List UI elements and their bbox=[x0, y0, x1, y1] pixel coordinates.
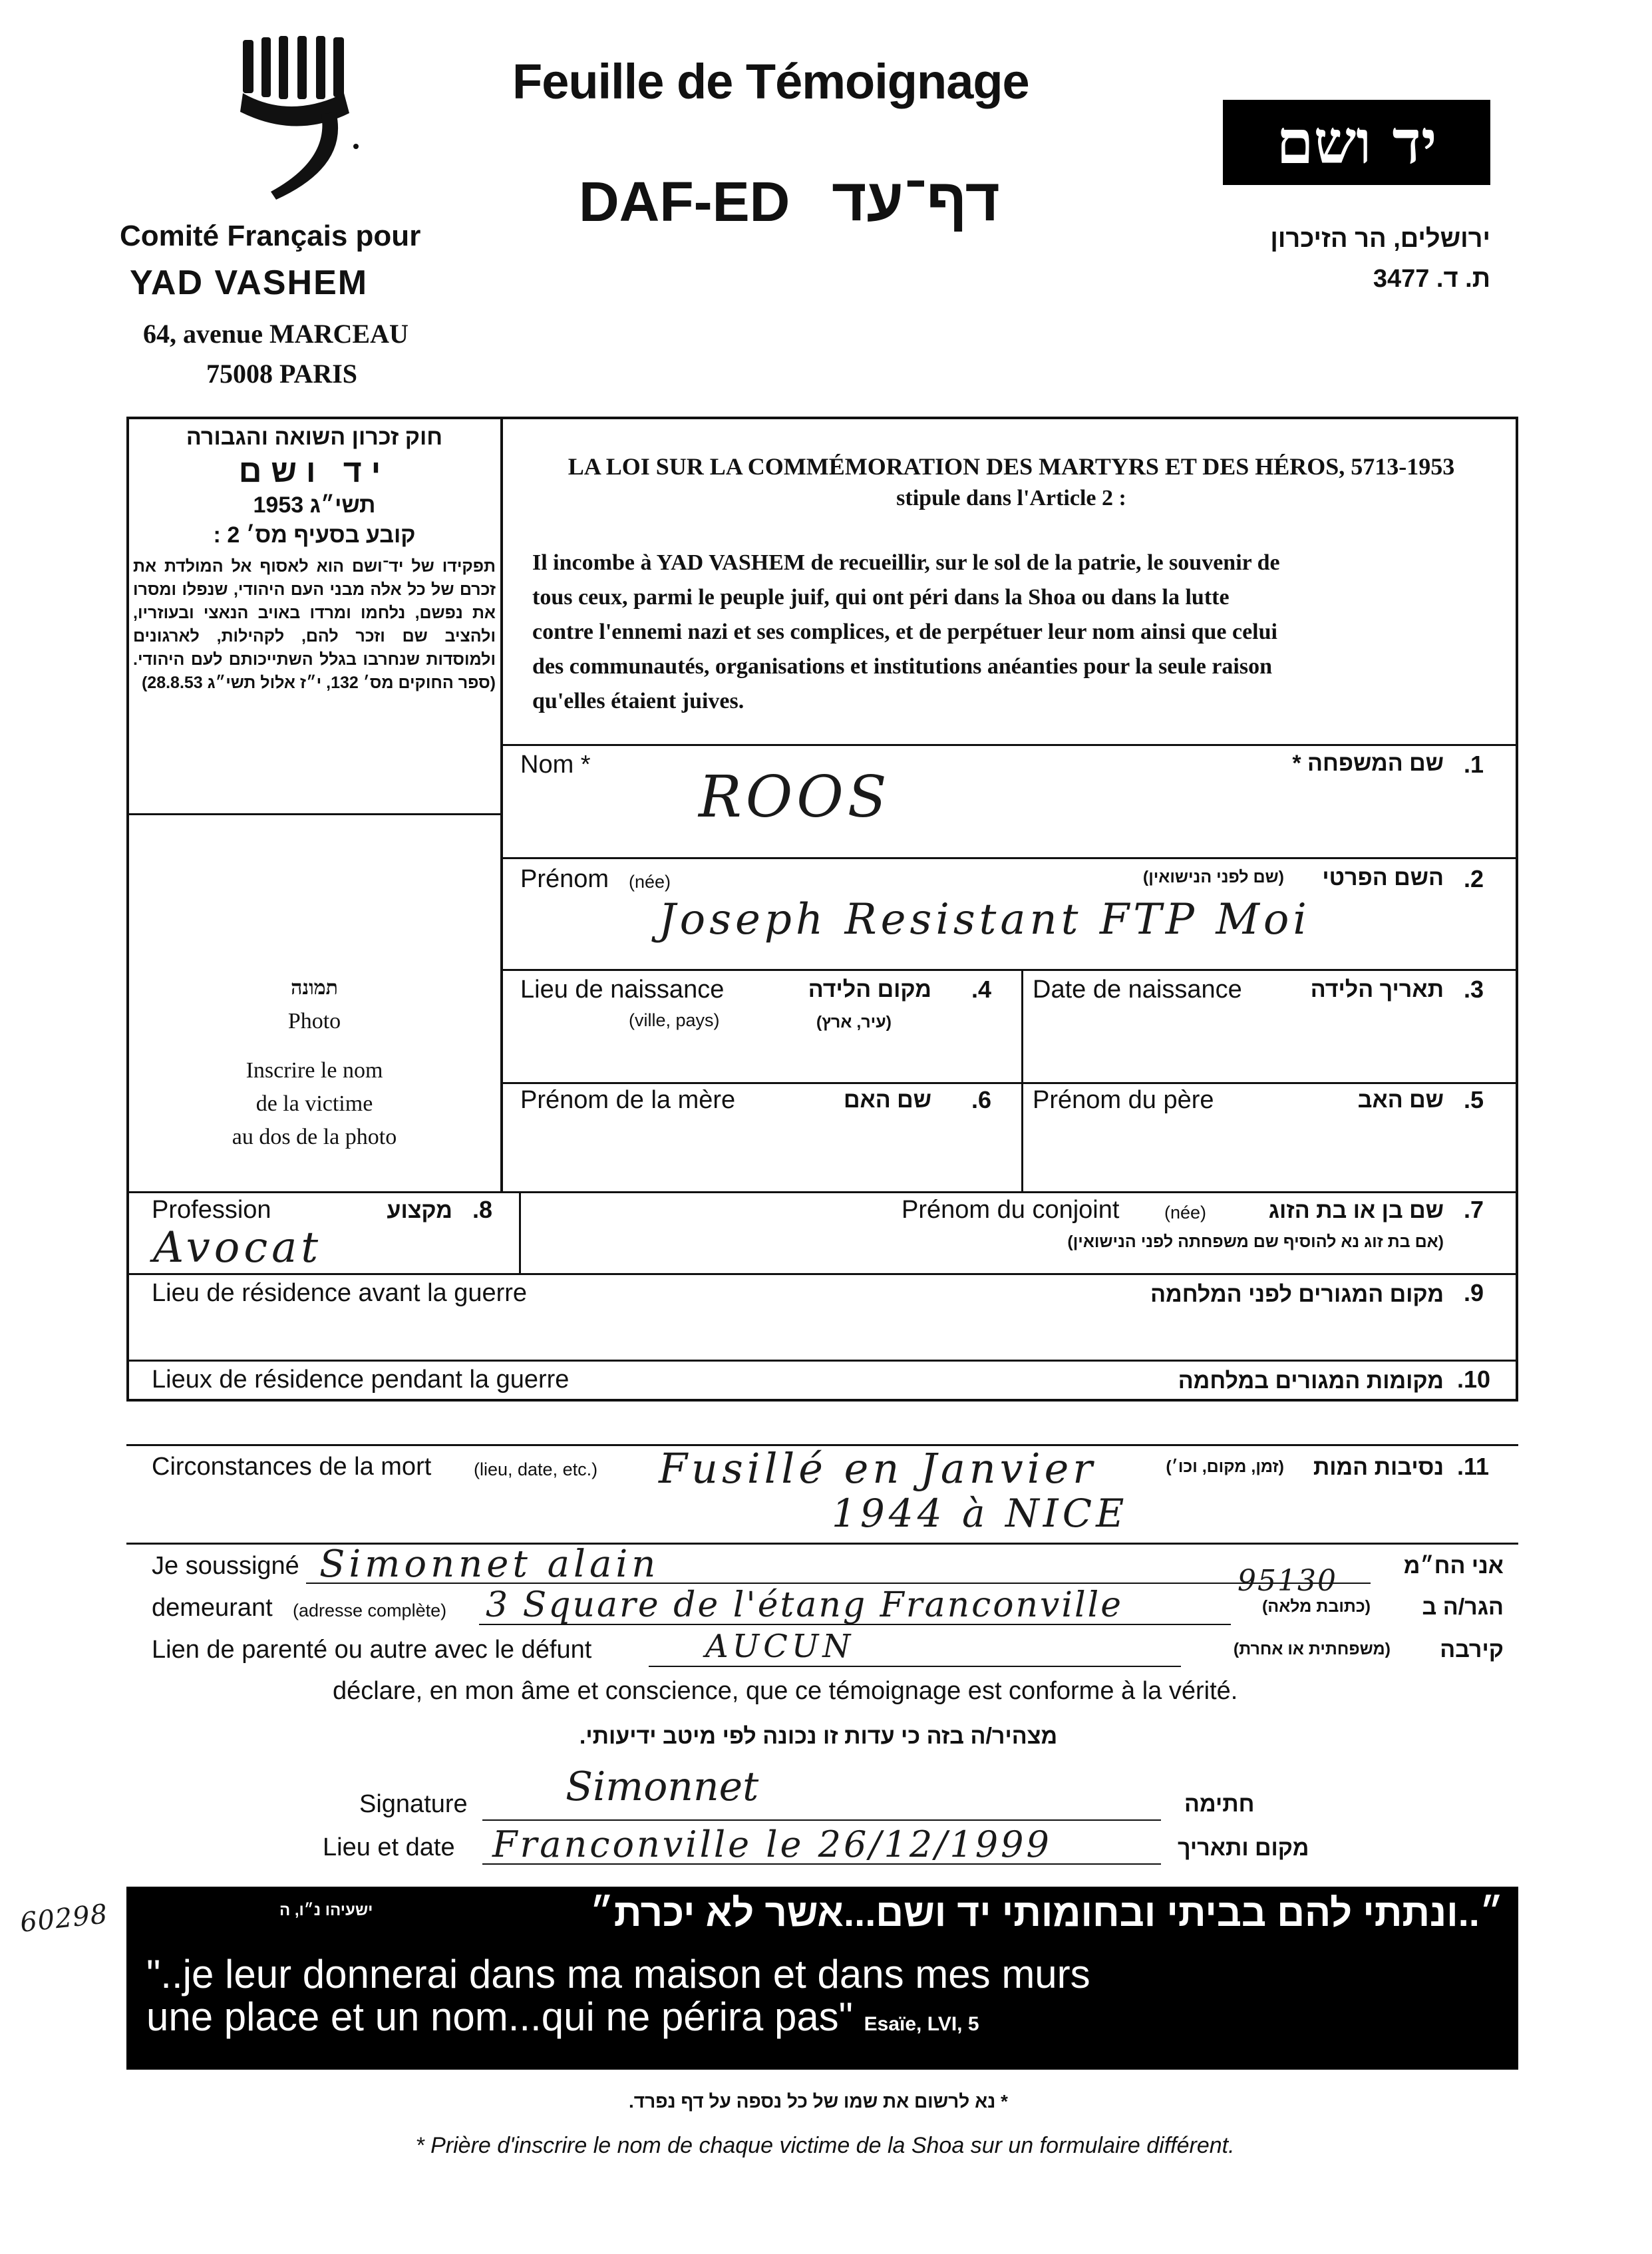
field-11-value-1[interactable]: Fusillé en Janvier bbox=[659, 1444, 1096, 1493]
field-1-num: .1 bbox=[1464, 751, 1484, 778]
lieu-date-heb: מקום ותאריך bbox=[1178, 1835, 1309, 1861]
signature-line bbox=[482, 1819, 1161, 1821]
menorah-logo-icon bbox=[236, 33, 369, 206]
law-fr-line4: des communautés, organisations et institutions anéanties pour la seule raison bbox=[532, 654, 1273, 679]
field-4-num: .4 bbox=[971, 976, 992, 1003]
row-line-3 bbox=[500, 969, 1518, 971]
law-heb-body: תפקידו של יד־ושם הוא לאסוף אל המולדת את זכרם של כל אלה מבני העם היהודי, שנפלו ומסרו את נפשם, נלחמו ומרדו באויב הנאצי ובעוזריו, ולהציב שם וזכר להם, לקהילות, לארגונים ולמוסדות שנחרבו בגלל השתייכותם לעם היהודי. (ספר החוקים מס׳ 132, י״ז אלול תשי״ג 28.8.53) bbox=[133, 557, 496, 692]
address-line2: 75008 PARIS bbox=[206, 359, 358, 389]
field-3-heb: תאריך הלידה bbox=[1310, 977, 1444, 1002]
law-heb-line1: חוק זכרון השואה והגבורה bbox=[186, 425, 443, 450]
po-box: ת. ד. 3477 bbox=[1373, 265, 1490, 293]
lien-value[interactable]: AUCUN bbox=[705, 1628, 855, 1665]
banner-fr-line2: une place et un nom...qui ne périra pas" bbox=[146, 1994, 853, 2039]
law-fr-line3: contre l'ennemi nazi et ses complices, et de perpétuer leur nom ainsi que celui bbox=[532, 620, 1277, 644]
law-heb-line3: תשי״ג 1953 bbox=[253, 492, 376, 518]
banner-fr-line1: "..je leur donnerai dans ma maison et dans mes murs bbox=[146, 1952, 1090, 1996]
lien-label: Lien de parenté ou autre avec le défunt bbox=[152, 1636, 592, 1664]
field-8-num: .8 bbox=[472, 1196, 493, 1223]
law-fr-subtitle: stipule dans l'Article 2 : bbox=[896, 486, 1126, 510]
jerusalem-line: ירושלים, הר הזיכרון bbox=[1270, 225, 1490, 253]
field-11-label: Circonstances de la mort bbox=[152, 1453, 432, 1481]
daf-ed-latin: DAF-ED bbox=[579, 170, 790, 233]
law-fr-body bbox=[532, 546, 1510, 719]
profession-divider bbox=[519, 1191, 521, 1274]
demeurant-heb-small: (כתובת מלאה) bbox=[1261, 1597, 1371, 1616]
lien-heb-small: (משפחתית או אחרת) bbox=[1233, 1640, 1391, 1658]
photo-heb: תמונה bbox=[291, 977, 338, 999]
row-line-2 bbox=[500, 857, 1518, 859]
field-1-label: Nom * bbox=[520, 751, 591, 779]
footer-heb: * נא לרשום את שמו של כל נספה על דף נפרד. bbox=[629, 2091, 1008, 2112]
field-2-heb: השם הפרטי bbox=[1322, 865, 1444, 890]
law-heb-line2: יד ושם bbox=[238, 454, 391, 489]
yv-logo-text: יד ושם bbox=[1276, 107, 1437, 178]
field-11-heb-small: (זמן, מקום, וכו׳) bbox=[1166, 1457, 1284, 1476]
field-8-heb: מקצוע bbox=[387, 1198, 452, 1223]
field-6-label: Prénom de la mère bbox=[520, 1086, 736, 1114]
field-7-small: (née) bbox=[1164, 1203, 1207, 1222]
field-9-num: .9 bbox=[1464, 1279, 1484, 1306]
committee-line2: YAD VASHEM bbox=[130, 264, 369, 302]
field-7-heb-small: (אם בת זוג נא להוסיף שם משפחתה לפני הנישואין) bbox=[1067, 1232, 1444, 1251]
field-9-label: Lieu de résidence avant la guerre bbox=[152, 1279, 528, 1307]
law-heb-line4: קובע בסעיף מס׳ 2 : bbox=[213, 522, 416, 548]
signature-value[interactable]: Simonnet bbox=[566, 1764, 759, 1810]
field-2-heb-small: (שם לפני הנישואין) bbox=[1142, 868, 1284, 886]
field-4-small: (ville, pays) bbox=[629, 1010, 720, 1030]
field-11-value-2[interactable]: 1944 à NICE bbox=[832, 1491, 1128, 1536]
field-2-value[interactable]: Joseph Resistant FTP Moi bbox=[659, 895, 1311, 944]
address-line1: 64, avenue MARCEAU bbox=[143, 319, 409, 349]
committee-line1: Comité Français pour bbox=[120, 220, 421, 252]
row-line-7 bbox=[126, 1360, 1518, 1362]
law-photo-divider bbox=[126, 813, 502, 815]
soussigne-heb: אני הח״מ bbox=[1403, 1553, 1504, 1579]
row-line-5 bbox=[126, 1191, 1518, 1193]
page-title: Feuille de Témoignage bbox=[512, 54, 1029, 109]
quote-banner bbox=[126, 1887, 1518, 2070]
field-11-small: (lieu, date, etc.) bbox=[474, 1459, 598, 1479]
demeurant-small: (adresse complète) bbox=[293, 1600, 447, 1620]
declare-heb: מצהיר/ה בזה כי עדות זו נכונה לפי מיטב ידיעותי. bbox=[579, 1724, 1058, 1749]
field-4-heb: מקום הלידה bbox=[808, 977, 931, 1002]
field-11-heb: נסיבות המות bbox=[1313, 1455, 1444, 1480]
field-6-heb: שם האם bbox=[844, 1087, 931, 1113]
photo-label: Photo bbox=[287, 1009, 341, 1033]
signature-label: Signature bbox=[359, 1790, 468, 1818]
declare-fr: déclare, en mon âme et conscience, que ce témoignage est conforme à la vérité. bbox=[333, 1677, 1238, 1705]
field-2-num: .2 bbox=[1464, 865, 1484, 892]
margin-number: 60298 bbox=[18, 1899, 110, 1939]
photo-instr-3: au dos de la photo bbox=[232, 1125, 397, 1149]
field-3-num: .3 bbox=[1464, 976, 1484, 1003]
soussigne-label: Je soussigné bbox=[152, 1552, 299, 1580]
demeurant-label: demeurant bbox=[152, 1594, 273, 1622]
photo-instr-1: Inscrire le nom bbox=[246, 1058, 383, 1083]
banner-fr-ref: Esaïe, LVI, 5 bbox=[864, 2013, 979, 2035]
soussigne-value[interactable]: Simonnet alain bbox=[319, 1543, 660, 1586]
law-fr-line2: tous ceux, parmi le peuple juif, qui ont péri dans la Shoa ou dans la lutte bbox=[532, 585, 1230, 610]
postcode-value[interactable]: 95130 bbox=[1238, 1564, 1337, 1598]
field-1-value[interactable]: ROOS bbox=[699, 764, 891, 831]
field-10-label: Lieux de résidence pendant la guerre bbox=[152, 1366, 570, 1394]
field-8-value[interactable]: Avocat bbox=[153, 1223, 323, 1272]
field-7-num: .7 bbox=[1464, 1196, 1484, 1223]
photo-box[interactable] bbox=[130, 972, 499, 1154]
field-5-num: .5 bbox=[1464, 1086, 1484, 1113]
footer-fr: * Prière d'inscrire le nom de chaque victime de la Shoa sur un formulaire différent. bbox=[415, 2133, 1235, 2158]
field-7-heb: שם בן או בת הזוג bbox=[1268, 1198, 1444, 1223]
field-11-num: .11 bbox=[1457, 1453, 1490, 1480]
banner-heb: ״..ונתתי להם בביתי ובחומותי יד ושם...אשר לא יכרת״ bbox=[589, 1891, 1504, 1935]
law-fr-line1: Il incombe à YAD VASHEM de recueillir, sur le sol de la patrie, le souvenir de bbox=[532, 550, 1280, 575]
field-1-heb: שם המשפחה * bbox=[1292, 751, 1444, 776]
yad-vashem-logo bbox=[1223, 100, 1490, 185]
law-fr-title: LA LOI SUR LA COMMÉMORATION DES MARTYRS ET DES HÉROS, 5713-1953 bbox=[568, 453, 1455, 480]
lieu-date-label: Lieu et date bbox=[323, 1833, 455, 1861]
row-line-6 bbox=[126, 1273, 1518, 1275]
left-col-divider bbox=[500, 417, 503, 1192]
field-10-num: .10 bbox=[1457, 1366, 1491, 1393]
banner-fr bbox=[146, 1953, 1090, 2046]
demeurant-value[interactable]: 3 Square de l'étang Franconville bbox=[486, 1585, 1124, 1625]
law-fr-line5: qu'elles étaient juives. bbox=[532, 689, 744, 713]
lien-line bbox=[649, 1666, 1181, 1667]
row-mid-divider bbox=[1021, 969, 1023, 1193]
field-7-label: Prénom du conjoint bbox=[902, 1196, 1120, 1224]
daf-ed-hebrew: דף־עד bbox=[832, 167, 1000, 234]
field-3-label: Date de naissance bbox=[1033, 976, 1242, 1004]
field-6-num: .6 bbox=[971, 1086, 992, 1113]
field-4-heb-small: (עיר, ארץ) bbox=[816, 1013, 892, 1032]
field-4-label: Lieu de naissance bbox=[520, 976, 725, 1004]
lieu-date-value[interactable]: Franconville le 26/12/1999 bbox=[492, 1823, 1052, 1865]
banner-heb-ref: ישעיהו נ״ו, ה bbox=[279, 1901, 373, 1919]
lien-heb: קירבה bbox=[1440, 1637, 1504, 1662]
field-5-label: Prénom du père bbox=[1033, 1086, 1214, 1114]
field-9-heb: מקום המגורים לפני המלחמה bbox=[1150, 1282, 1444, 1307]
photo-instr-2: de la victime bbox=[255, 1091, 373, 1116]
signature-heb: חתימה bbox=[1184, 1791, 1255, 1817]
field-8-label: Profession bbox=[152, 1196, 271, 1224]
row-line-1 bbox=[500, 744, 1518, 746]
field-10-heb: מקומות המגורים במלחמה bbox=[1178, 1368, 1444, 1394]
row-line-4 bbox=[500, 1082, 1518, 1084]
field-2-small: (née) bbox=[629, 872, 671, 892]
demeurant-heb: הגר/ה ב bbox=[1422, 1595, 1504, 1620]
field-5-heb: שם האב bbox=[1357, 1087, 1444, 1113]
law-heb-block bbox=[133, 425, 496, 695]
field-2-label: Prénom bbox=[520, 865, 609, 893]
